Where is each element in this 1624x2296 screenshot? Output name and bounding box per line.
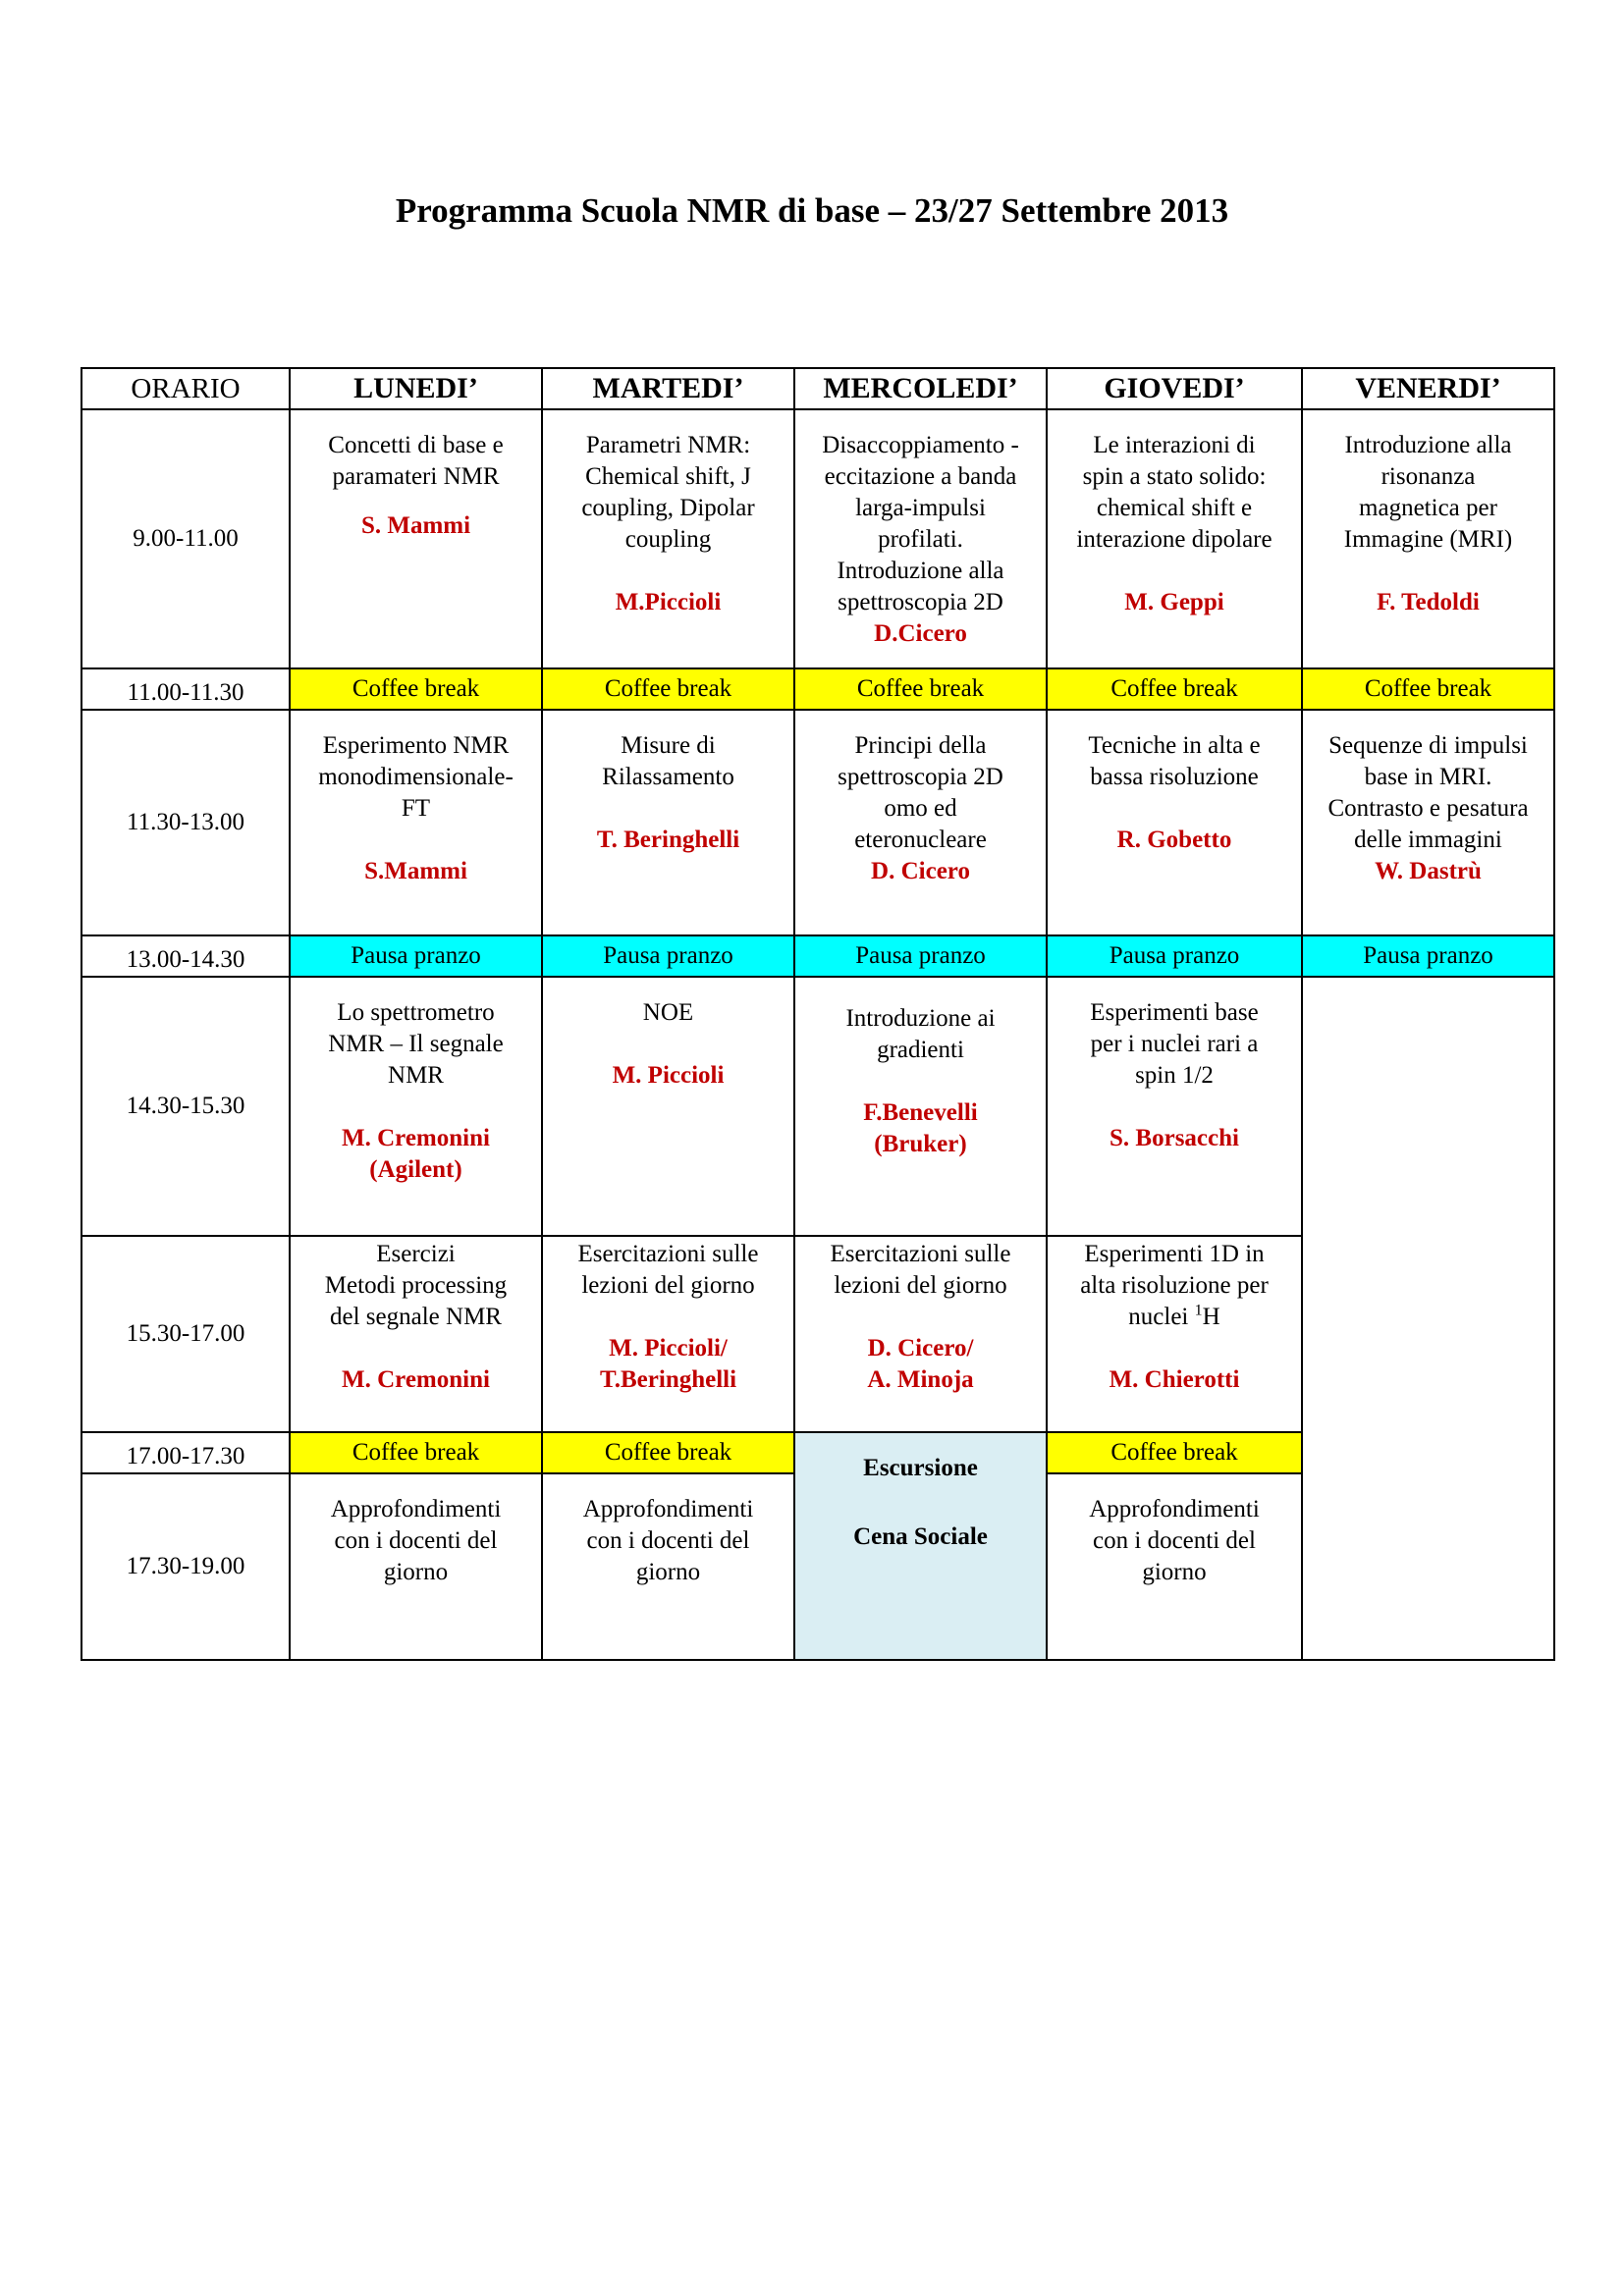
header-day-giovedi: GIOVEDI’: [1047, 368, 1302, 409]
lecture-cell: [1047, 977, 1302, 1236]
lecture-text-line: Metodi processing: [324, 1272, 508, 1299]
lecture-cell: [290, 1236, 542, 1432]
lunch-break-cell: Pausa pranzo: [1047, 935, 1302, 977]
speaker-name: M.Piccioli: [615, 589, 722, 615]
spacer: [1054, 1092, 1295, 1123]
lecture-text-line: omo ed: [884, 795, 957, 822]
spacer: [297, 1092, 535, 1123]
header-orario: ORARIO: [81, 368, 290, 409]
lecture-text-line: Rilassamento: [602, 764, 734, 790]
lecture-text-line: Approfondimenti: [582, 1496, 754, 1522]
lecture-cell: [794, 409, 1047, 668]
time-cell: 17.00-17.30: [81, 1432, 290, 1473]
lunch-break-cell: Pausa pranzo: [1302, 935, 1554, 977]
spacer: [1054, 556, 1295, 587]
speaker-name: T.Beringhelli: [599, 1366, 737, 1393]
time-cell: 11.30-13.00: [81, 710, 290, 935]
spacer: [549, 1302, 787, 1333]
lecture-text-line: spin 1/2: [1135, 1062, 1214, 1089]
time-cell: 15.30-17.00: [81, 1236, 290, 1432]
row-slot-2: [81, 710, 1554, 935]
lecture-text-line: spettroscopia 2D: [838, 764, 1003, 790]
lecture-text-line: lezioni del giorno: [834, 1272, 1007, 1299]
lecture-text-line: alta risoluzione per: [1080, 1272, 1269, 1299]
speaker-name: D.Cicero: [874, 620, 967, 647]
row-slot-3: [81, 977, 1554, 1236]
spacer: [549, 556, 787, 587]
coffee-break-cell: Coffee break: [794, 668, 1047, 710]
coffee-break-cell: Coffee break: [1047, 1432, 1302, 1473]
header-day-lunedi: LUNEDI’: [290, 368, 542, 409]
lecture-text-line: Esercitazioni sulle: [830, 1241, 1011, 1267]
lecture-text-line: spettroscopia 2D: [838, 589, 1003, 615]
lecture-text-line: Parametri NMR:: [585, 432, 751, 458]
lecture-cell: [542, 710, 794, 935]
lecture-text-line: magnetica per: [1359, 495, 1497, 521]
speaker-name: A. Minoja: [867, 1366, 974, 1393]
speaker-name: F.Benevelli: [863, 1099, 978, 1126]
lecture-text-line: interazione dipolare: [1076, 526, 1272, 553]
speaker-name: F. Tedoldi: [1377, 589, 1480, 615]
lecture-text-line: delle immagini: [1354, 827, 1502, 853]
lecture-text-line: chemical shift e: [1096, 495, 1253, 521]
spacer: [549, 793, 787, 825]
nucleus-symbol: H: [1202, 1304, 1220, 1330]
spacer: [1054, 793, 1295, 825]
lecture-text-line: spin a stato solido:: [1082, 463, 1267, 490]
lunch-break-cell: Pausa pranzo: [794, 935, 1047, 977]
spacer: [297, 493, 535, 510]
lecture-cell: [1302, 710, 1554, 935]
lecture-cell: [542, 1236, 794, 1432]
speaker-name: M. Cremonini: [342, 1366, 490, 1393]
speaker-name: (Bruker): [874, 1131, 967, 1157]
coffee-break-cell: Coffee break: [1047, 668, 1302, 710]
header-day-venerdi: VENERDI’: [1302, 368, 1554, 409]
lecture-text-line: Introduzione alla: [837, 558, 1004, 584]
excursion-cell: [794, 1432, 1047, 1660]
lecture-text-line: giorno: [635, 1559, 701, 1585]
lecture-text-line: giorno: [383, 1559, 449, 1585]
speaker-name: D. Cicero: [871, 858, 970, 884]
lecture-text-line: NMR: [388, 1062, 444, 1089]
approfondimenti-cell: [1047, 1473, 1302, 1660]
lecture-cell: [1047, 710, 1302, 935]
coffee-break-cell: Coffee break: [290, 668, 542, 710]
spacer: [297, 1333, 535, 1364]
lecture-text-line: Esercizi: [376, 1241, 456, 1267]
lecture-cell: [794, 710, 1047, 935]
spacer: [1054, 1333, 1295, 1364]
header-row: [81, 368, 1554, 409]
lecture-text-line: monodimensionale-: [318, 764, 514, 790]
spacer: [1309, 556, 1547, 587]
lecture-cell: [290, 710, 542, 935]
row-coffee-1: [81, 668, 1554, 710]
header-day-mercoledi: MERCOLEDI’: [794, 368, 1047, 409]
lecture-text-line: Introduzione alla: [1344, 432, 1512, 458]
header-day-martedi: MARTEDI’: [542, 368, 794, 409]
speaker-name: M. Piccioli/: [609, 1335, 728, 1362]
lecture-text-line: Lo spettrometro: [337, 999, 495, 1026]
spacer: [549, 1029, 787, 1060]
time-cell: 9.00-11.00: [81, 409, 290, 668]
row-slot-1: [81, 409, 1554, 668]
coffee-break-cell: Coffee break: [542, 668, 794, 710]
lecture-text-line: FT: [401, 795, 431, 822]
excursion-label: Escursione: [863, 1455, 978, 1481]
lecture-cell: [290, 977, 542, 1236]
speaker-name: R. Gobetto: [1116, 827, 1232, 853]
lecture-text-line: con i docenti del: [586, 1527, 750, 1554]
superscript: 1: [1194, 1302, 1203, 1319]
spacer: [801, 1066, 1040, 1097]
lecture-text-line: Principi della: [854, 732, 987, 759]
approfondimenti-cell: [290, 1473, 542, 1660]
lecture-text-line: Approfondimenti: [1089, 1496, 1260, 1522]
lecture-text-line: Sequenze di impulsi: [1328, 732, 1528, 759]
page-title: Programma Scuola NMR di base – 23/27 Settembre 2013: [395, 191, 1229, 230]
lecture-text-line: Esperimento NMR: [322, 732, 510, 759]
lecture-text-line: NMR – Il segnale: [328, 1031, 504, 1057]
lecture-text-line: larga-impulsi: [855, 495, 986, 521]
speaker-name: W. Dastrù: [1375, 858, 1482, 884]
lecture-cell: [542, 977, 794, 1236]
lecture-text-line: del segnale NMR: [330, 1304, 502, 1330]
coffee-break-cell: Coffee break: [542, 1432, 794, 1473]
speaker-name: M. Cremonini: [342, 1125, 490, 1151]
lecture-text-line: bassa risoluzione: [1090, 764, 1259, 790]
time-cell: 13.00-14.30: [81, 935, 290, 977]
lecture-text-line: eccitazione a banda: [824, 463, 1017, 490]
speaker-name: T. Beringhelli: [596, 827, 740, 853]
speaker-name: (Agilent): [369, 1156, 462, 1183]
speaker-name: D. Cicero/: [867, 1335, 974, 1362]
lecture-text-line: coupling: [624, 526, 712, 553]
lecture-cell: [290, 409, 542, 668]
speaker-name: S. Mammi: [360, 512, 471, 539]
lecture-cell: [794, 977, 1047, 1236]
social-dinner-label: Cena Sociale: [853, 1523, 988, 1550]
lecture-text-line: nuclei $^1$H: [1128, 1302, 1220, 1330]
spacer: [801, 1302, 1040, 1333]
lecture-cell: [1302, 409, 1554, 668]
lecture-text-line: per i nuclei rari a: [1090, 1031, 1259, 1057]
lecture-text-line: lezioni del giorno: [581, 1272, 755, 1299]
lecture-text-line: coupling, Dipolar: [581, 495, 755, 521]
time-cell: 17.30-19.00: [81, 1473, 290, 1660]
lecture-text-line: Chemical shift, J: [585, 463, 751, 490]
time-cell: 11.00-11.30: [81, 668, 290, 710]
lecture-text-line: Misure di: [621, 732, 716, 759]
lecture-text-line: Le interazioni di: [1093, 432, 1256, 458]
lecture-text-line: NOE: [642, 999, 694, 1026]
lecture-text-line: giorno: [1142, 1559, 1207, 1585]
lecture-text-line: Tecniche in alta e: [1088, 732, 1261, 759]
lecture-text-line: Esercitazioni sulle: [577, 1241, 759, 1267]
lecture-text-line: Disaccoppiamento -: [822, 432, 1019, 458]
lecture-text-line: paramateri NMR: [332, 463, 500, 490]
lecture-text-line: Immagine (MRI): [1343, 526, 1513, 553]
lunch-break-cell: Pausa pranzo: [290, 935, 542, 977]
speaker-name: S.Mammi: [364, 858, 467, 884]
lecture-text-line: risonanza: [1380, 463, 1476, 490]
coffee-break-cell: Coffee break: [1302, 668, 1554, 710]
lecture-text-line: gradienti: [877, 1037, 964, 1063]
spacer: [297, 825, 535, 856]
lecture-text-line: Introduzione ai: [845, 1005, 996, 1032]
row-lunch: [81, 935, 1554, 977]
speaker-name: M. Geppi: [1124, 589, 1224, 615]
lecture-cell: [794, 1236, 1047, 1432]
lecture-text-line: eteronucleare: [854, 827, 987, 853]
lecture-text-line: profilati.: [878, 526, 963, 553]
approfondimenti-cell: [542, 1473, 794, 1660]
lecture-text-line: Concetti di base e: [328, 432, 504, 458]
lecture-text-line: Esperimenti base: [1090, 999, 1259, 1026]
speaker-name: M. Piccioli: [612, 1062, 725, 1089]
coffee-break-cell: Coffee break: [290, 1432, 542, 1473]
lecture-text-line: Approfondimenti: [330, 1496, 502, 1522]
speaker-name: M. Chierotti: [1109, 1366, 1240, 1393]
lecture-cell: [542, 409, 794, 668]
lecture-cell: [1047, 1236, 1302, 1432]
schedule-table: [81, 367, 1555, 1661]
lecture-text-line: Esperimenti 1D in: [1084, 1241, 1265, 1267]
lecture-text-line: con i docenti del: [1093, 1527, 1256, 1554]
lecture-text-line: Contrasto e pesatura: [1327, 795, 1529, 822]
empty-friday-afternoon-cell: [1302, 977, 1554, 1660]
lecture-text-line: base in MRI.: [1364, 764, 1492, 790]
speaker-name: S. Borsacchi: [1110, 1125, 1239, 1151]
time-cell: 14.30-15.30: [81, 977, 290, 1236]
lecture-text-line: con i docenti del: [334, 1527, 498, 1554]
lunch-break-cell: Pausa pranzo: [542, 935, 794, 977]
lecture-cell: [1047, 409, 1302, 668]
